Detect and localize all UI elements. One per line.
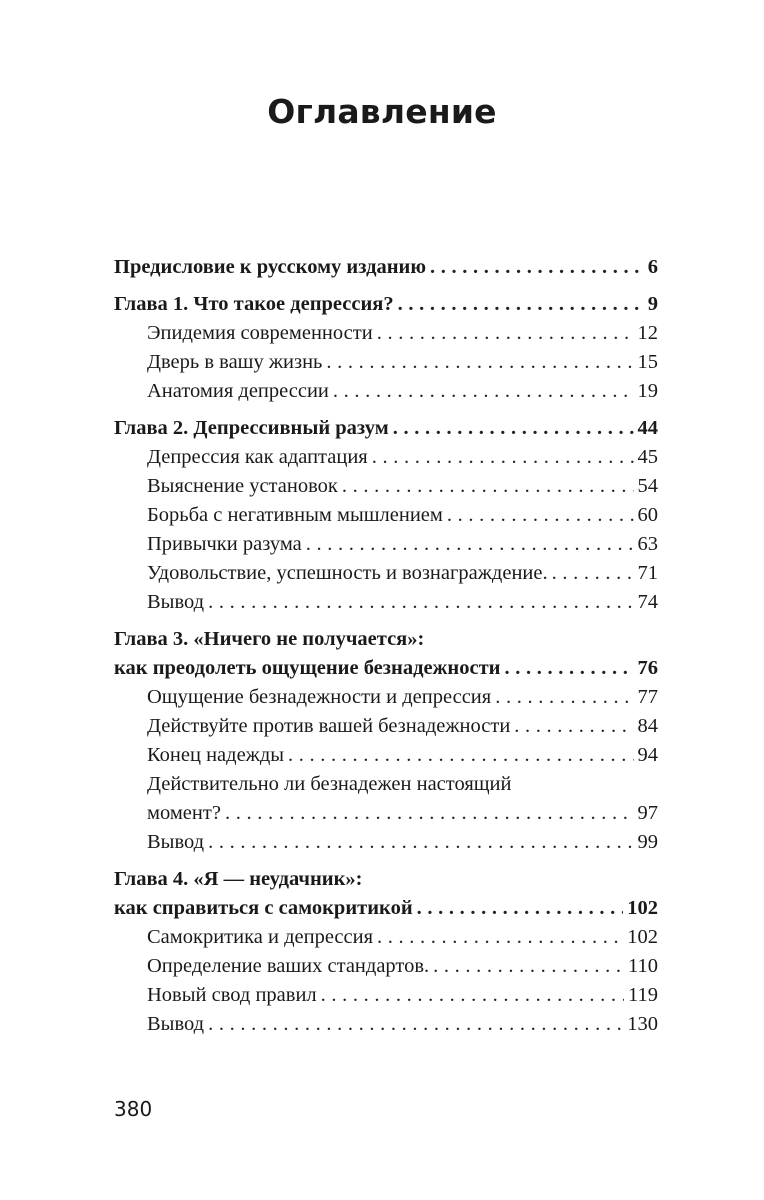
toc-entry-page: 102 <box>627 897 658 919</box>
toc-entry-page: 77 <box>637 686 658 708</box>
toc-entry-page: 102 <box>627 926 658 948</box>
toc-entry-label: Борьба с негативным мышлением <box>147 504 443 526</box>
dot-leader <box>495 683 633 712</box>
toc-entry-page: 97 <box>637 802 658 824</box>
toc-entry-label: Самокритика и депрессия <box>147 926 374 948</box>
toc-entry-section[interactable] <box>114 559 658 588</box>
toc-entry-label: Предисловие к русскому изданию <box>114 256 427 278</box>
toc-entry-label: Привычки разума <box>147 533 302 555</box>
toc-entry-label: Глава 2. Депрессивный разум <box>114 417 389 439</box>
toc-entry-section[interactable] <box>114 348 658 377</box>
page-number: 380 <box>114 1097 153 1121</box>
toc-entry-section[interactable] <box>114 1010 658 1039</box>
toc-entry-page: 130 <box>627 1013 658 1035</box>
toc-entry-page: 44 <box>637 417 658 439</box>
toc-entry-page: 74 <box>637 591 658 613</box>
dot-leader <box>514 712 633 741</box>
toc-entry-label: Глава 1. Что такое депрессия? <box>114 293 394 315</box>
dot-leader <box>398 290 644 319</box>
dot-leader <box>447 501 634 530</box>
toc-entry-label: Вывод <box>147 1013 205 1035</box>
toc-entry-page: 12 <box>637 322 658 344</box>
toc-entry-section[interactable] <box>114 588 658 617</box>
toc-entry-chapter-3[interactable] <box>114 654 658 683</box>
toc-entry-section[interactable] <box>114 712 658 741</box>
toc-entry-chapter-2[interactable] <box>114 414 658 443</box>
toc-entry-section[interactable] <box>114 377 658 406</box>
dot-leader <box>288 741 633 770</box>
toc-entry-page: 54 <box>637 475 658 497</box>
toc-entry-label: как справиться с самокритикой <box>114 897 413 919</box>
toc-entry-label: Конец надежды <box>147 744 285 766</box>
toc-entry-section[interactable] <box>114 443 658 472</box>
toc-entry-page: 84 <box>637 715 658 737</box>
toc-entry-section[interactable] <box>114 828 658 857</box>
toc-entry-page: 63 <box>637 533 658 555</box>
dot-leader <box>333 377 634 406</box>
toc-entry-section[interactable] <box>114 952 658 981</box>
toc-entry-section[interactable] <box>114 741 658 770</box>
toc-chapter-4-title-line[interactable]: Глава 4. «Я — неудачник»: <box>114 868 363 890</box>
toc-entry-preface[interactable] <box>114 253 658 282</box>
toc-entry-label: Эпидемия современности <box>147 322 373 344</box>
toc-entry-section[interactable] <box>114 319 658 348</box>
toc-entry-page: 19 <box>637 380 658 402</box>
toc-entry-page: 15 <box>637 351 658 373</box>
toc-entry-label: Ощущение безнадежности и депрессия <box>147 686 492 708</box>
toc-entry-section[interactable] <box>114 799 658 828</box>
toc-entry-section[interactable] <box>114 923 658 952</box>
toc-entry-label: Дверь в вашу жизнь <box>147 351 323 373</box>
toc-entry-label: Определение ваших стандартов. <box>147 955 430 977</box>
dot-leader <box>552 559 634 588</box>
dot-leader <box>430 253 644 282</box>
toc-entry-section[interactable] <box>114 472 658 501</box>
toc-entry-label: Выяснение установок <box>147 475 338 497</box>
dot-leader <box>377 319 634 348</box>
toc-entry-page: 45 <box>637 446 658 468</box>
dot-leader <box>208 828 633 857</box>
toc-entry-label: Действуйте против вашей безнадежности <box>147 715 511 737</box>
toc-entry-page: 60 <box>637 504 658 526</box>
dot-leader <box>372 443 634 472</box>
dot-leader <box>208 588 633 617</box>
toc-entry-label: как преодолеть ощущение безнадежности <box>114 657 501 679</box>
table-of-contents <box>114 253 658 1039</box>
dot-leader <box>225 799 634 828</box>
toc-entry-page: 9 <box>647 293 658 315</box>
toc-entry-label: Анатомия депрессии <box>147 380 329 402</box>
toc-entry-page: 99 <box>637 831 658 853</box>
dot-leader <box>377 923 623 952</box>
toc-entry-section[interactable] <box>114 530 658 559</box>
dot-leader <box>393 414 634 443</box>
toc-entry-page: 94 <box>637 744 658 766</box>
toc-entry-page: 6 <box>647 256 658 278</box>
toc-entry-page: 76 <box>637 657 658 679</box>
toc-entry-label: Новый свод правил <box>147 984 317 1006</box>
toc-entry-chapter-1[interactable] <box>114 290 658 319</box>
dot-leader <box>208 1010 623 1039</box>
dot-leader <box>504 654 633 683</box>
toc-entry-label: момент? <box>147 802 221 824</box>
toc-entry-label: Вывод <box>147 831 205 853</box>
toc-entry-label: Вывод <box>147 591 205 613</box>
toc-entry-label: Удовольствие, успешность и вознаграждение. <box>147 562 548 584</box>
toc-entry-page: 110 <box>628 955 658 977</box>
toc-entry-section[interactable] <box>114 981 658 1010</box>
dot-leader <box>417 894 624 923</box>
page-title: Оглавление <box>267 92 497 131</box>
toc-entry-page: 71 <box>637 562 658 584</box>
toc-entry-label: Депрессия как адаптация <box>147 446 368 468</box>
toc-section-title-line[interactable]: Действительно ли безнадежен настоящий <box>147 773 512 795</box>
toc-entry-section[interactable] <box>114 683 658 712</box>
toc-entry-page: 119 <box>628 984 658 1006</box>
toc-chapter-3-title-line[interactable]: Глава 3. «Ничего не получается»: <box>114 628 425 650</box>
dot-leader <box>342 472 634 501</box>
dot-leader <box>306 530 634 559</box>
toc-entry-chapter-4[interactable] <box>114 894 658 923</box>
dot-leader <box>321 981 624 1010</box>
dot-leader <box>433 952 624 981</box>
toc-entry-section[interactable] <box>114 501 658 530</box>
dot-leader <box>326 348 633 377</box>
